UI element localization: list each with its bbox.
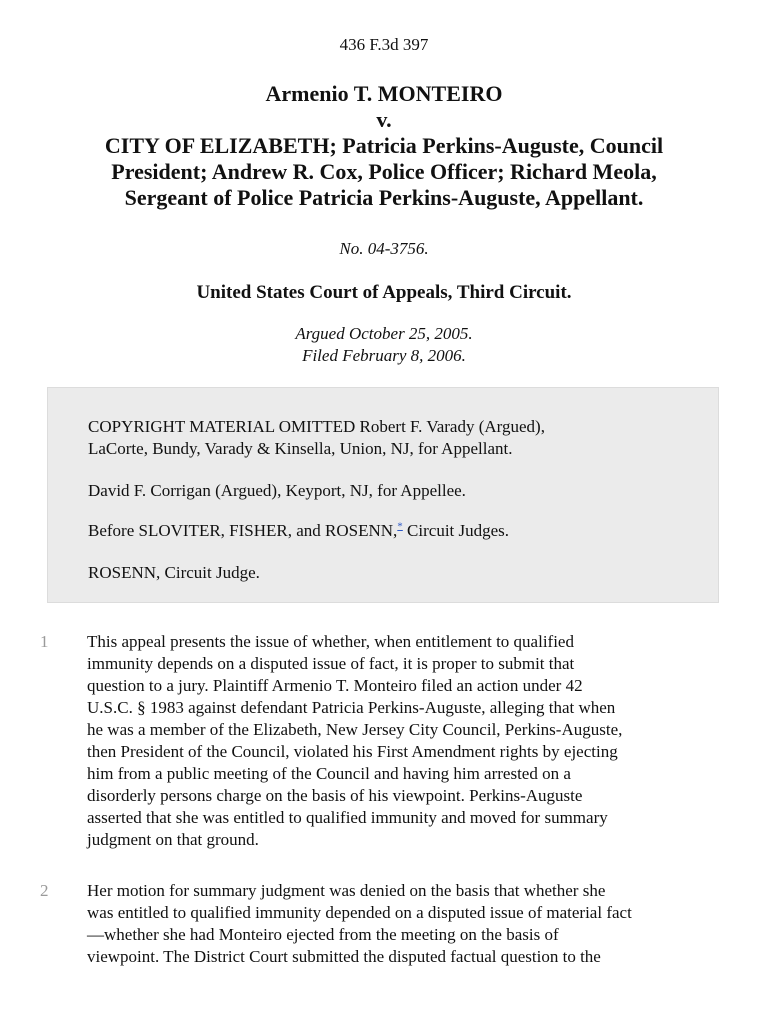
filed-date: Filed February 8, 2006.: [302, 346, 466, 365]
docket-number: No. 04-3756.: [339, 239, 429, 258]
paragraph-number: 1: [40, 632, 49, 651]
paragraph-text: [87, 880, 727, 968]
paragraph-line: then President of the Council, violated his First Amendment rights by ejecting: [87, 742, 618, 761]
paragraph-number: 2: [40, 881, 49, 900]
caption-defendants-line-2: President; Andrew R. Cox, Police Officer; Richard Meola,: [111, 159, 657, 184]
footnote-link[interactable]: *: [397, 520, 403, 533]
caption-plaintiff: Armenio T. MONTEIRO: [265, 81, 503, 106]
counsel-appellee: David F. Corrigan (Argued), Keyport, NJ, for Appellee.: [88, 481, 466, 500]
paragraph-line: This appeal presents the issue of whether, when entitlement to qualified: [87, 632, 574, 651]
counsel-appellant: [88, 416, 688, 460]
case-dates: [0, 323, 768, 367]
opinion-author: ROSENN, Circuit Judge.: [88, 563, 260, 582]
panel-judges-text: Before SLOVITER, FISHER, and ROSENN,: [88, 521, 398, 540]
paragraph-line: immunity depends on a disputed issue of fact, it is proper to submit that: [87, 654, 575, 673]
paragraph-line: he was a member of the Elizabeth, New Jersey City Council, Perkins-Auguste,: [87, 720, 623, 739]
paragraph-line: question to a jury. Plaintiff Armenio T. Monteiro filed an action under 42: [87, 676, 583, 695]
counsel-appellant-line-2: LaCorte, Bundy, Varady & Kinsella, Union, NJ, for Appellant.: [88, 439, 513, 458]
paragraph-line: disorderly persons charge on the basis of his viewpoint. Perkins-Auguste: [87, 786, 583, 805]
panel-judges-suffix: Circuit Judges.: [402, 521, 510, 540]
caption-versus: v.: [376, 107, 392, 132]
counsel-appellant-line-1: COPYRIGHT MATERIAL OMITTED Robert F. Varady (Argued),: [88, 417, 545, 436]
paragraph-line: was entitled to qualified immunity depended on a disputed issue of material fact: [87, 903, 632, 922]
paragraph-text: [87, 631, 727, 851]
court-name: United States Court of Appeals, Third Circuit.: [196, 282, 572, 303]
argued-date: Argued October 25, 2005.: [295, 324, 473, 343]
paragraph-line: judgment on that ground.: [87, 830, 259, 849]
caption-defendants-line-3: Sergeant of Police Patricia Perkins-Auguste, Appellant.: [124, 185, 644, 210]
case-citation: 436 F.3d 397: [339, 35, 429, 54]
paragraph-line: U.S.C. § 1983 against defendant Patricia Perkins-Auguste, alleging that when: [87, 698, 616, 717]
case-caption: [40, 81, 728, 211]
panel-judges: [88, 520, 688, 542]
paragraph-line: Her motion for summary judgment was denied on the basis that whether she: [87, 881, 606, 900]
paragraph-line: —whether she had Monteiro ejected from the meeting on the basis of: [87, 925, 559, 944]
paragraph-line: him from a public meeting of the Council and having him arrested on a: [87, 764, 571, 783]
paragraph-line: asserted that she was entitled to qualified immunity and moved for summary: [87, 808, 608, 827]
headnote-box: [47, 387, 719, 603]
paragraph-line: viewpoint. The District Court submitted the disputed factual question to the: [87, 947, 601, 966]
caption-defendants-line-1: CITY OF ELIZABETH; Patricia Perkins-Auguste, Council: [104, 133, 664, 158]
